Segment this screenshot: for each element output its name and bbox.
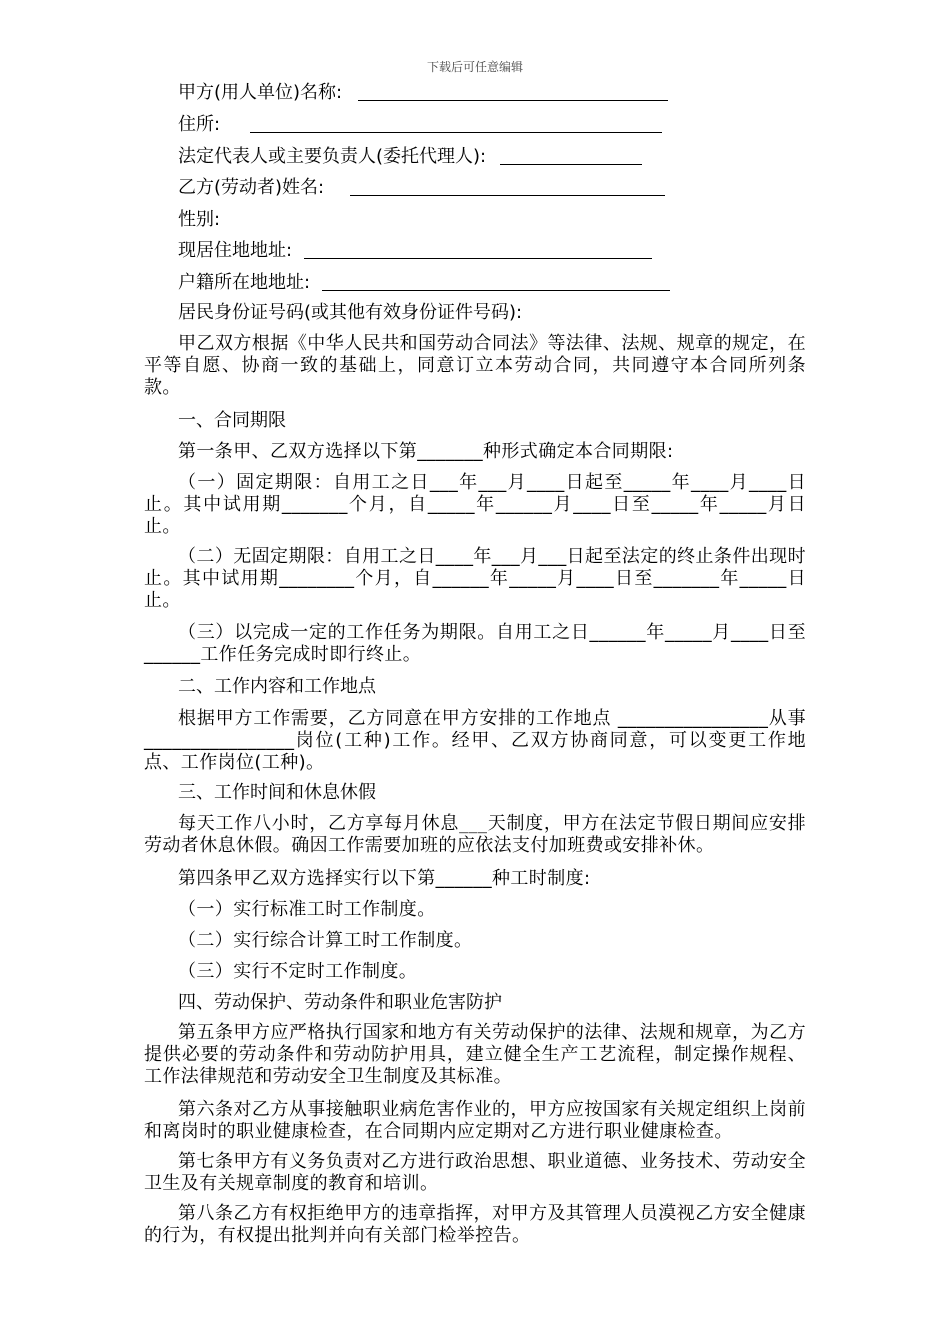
- section4-title: 四、劳动保护、劳动条件和职业危害防护: [178, 992, 502, 1013]
- hukou-address-row: [178, 272, 670, 294]
- section2-title: 二、工作内容和工作地点: [178, 676, 376, 697]
- current-address-label: 现居住地地址:: [178, 240, 293, 261]
- id-number-label: 居民身份证号码(或其他有效身份证件号码):: [178, 302, 523, 323]
- term-option-task: （三）以完成一定的工作任务为期限。自用工之日______年_____月____日至______工作任务完成时即行终止。: [144, 622, 806, 665]
- article7: 第七条甲方有义务负责对乙方进行政治思想、职业道德、业务技术、劳动安全卫生及有关规章制度的教育和培训。: [144, 1151, 806, 1194]
- residence-label: 住所:: [178, 114, 221, 135]
- intro-paragraph: 甲乙双方根据《中华人民共和国劳动合同法》等法律、法规、规章的规定，在平等自愿、协商一致的基础上，同意订立本劳动合同，共同遵守本合同所列条款。: [144, 333, 806, 398]
- article1: 第一条甲、乙双方选择以下第_______种形式确定本合同期限:: [178, 441, 674, 462]
- term-option-open: （二）无固定期限：自用工之日____年___月___日起至法定的终止条件出现时止。其中试用期________个月，自______年_____月____日至_______年_____日止。: [144, 546, 806, 611]
- hours-option-flexible: （三）实行不定时工作制度。: [178, 961, 418, 982]
- employer-name-label: 甲方(用人单位)名称:: [178, 82, 343, 103]
- employee-name-label: 乙方(劳动者)姓名:: [178, 177, 325, 198]
- term-option-fixed: （一）固定期限：自用工之日___年___月____日起至_____年____月____日止。其中试用期_______个月，自_____年______月____日至_____年_____月日止。: [144, 472, 806, 537]
- gender-label: 性别:: [178, 209, 221, 230]
- section1-title: 一、合同期限: [178, 410, 286, 431]
- hukou-address-label: 户籍所在地地址:: [178, 272, 311, 293]
- section3-title: 三、工作时间和休息休假: [178, 782, 376, 803]
- section2-paragraph: 根据甲方工作需要，乙方同意在甲方安排的工作地点 ________________从事________________岗位(工种)工作。经甲、乙双方协商同意，可以变更工作地点、工作岗位(工种)。: [144, 708, 806, 773]
- article8: 第八条乙方有权拒绝甲方的违章指挥，对甲方及其管理人员漠视乙方安全健康的行为，有权提出批判并向有关部门检举控告。: [144, 1203, 806, 1246]
- article5: 第五条甲方应严格执行国家和地方有关劳动保护的法律、法规和规章，为乙方提供必要的劳动条件和劳动防护用具，建立健全生产工艺流程，制定操作规程、工作法律规范和劳动安全卫生制度及其标准。: [144, 1022, 806, 1087]
- legal-rep-blank: [500, 146, 642, 165]
- legal-rep-label: 法定代表人或主要负责人(委托代理人):: [178, 146, 487, 167]
- residence-row: [178, 114, 662, 136]
- legal-rep-row: [178, 146, 642, 168]
- employer-name-blank: [358, 82, 668, 101]
- employee-name-row: [178, 177, 665, 199]
- current-address-blank: [304, 240, 652, 259]
- article4: 第四条甲乙双方选择实行以下第______种工时制度:: [178, 868, 591, 889]
- hours-option-standard: （一）实行标准工时工作制度。: [178, 899, 436, 920]
- current-address-row: [178, 240, 652, 262]
- article6: 第六条对乙方从事接触职业病危害作业的，甲方应按国家有关规定组织上岗前和离岗时的职业健康检查，在合同期内应定期对乙方进行职业健康检查。: [144, 1099, 806, 1142]
- residence-blank: [250, 114, 662, 133]
- hukou-address-blank: [322, 272, 670, 291]
- gender-row: [178, 209, 220, 231]
- id-number-row: [178, 302, 522, 324]
- header-note: 下载后可任意编辑: [426, 60, 523, 74]
- hours-option-comprehensive: （二）实行综合计算工时工作制度。: [178, 930, 473, 951]
- employer-name-row: [178, 82, 668, 104]
- employee-name-blank: [350, 177, 665, 196]
- section3-paragraph: 每天工作八小时，乙方享每月休息___天制度，甲方在法定节假日期间应安排劳动者休息休假。确因工作需要加班的应依法支付加班费或安排补休。: [144, 813, 806, 856]
